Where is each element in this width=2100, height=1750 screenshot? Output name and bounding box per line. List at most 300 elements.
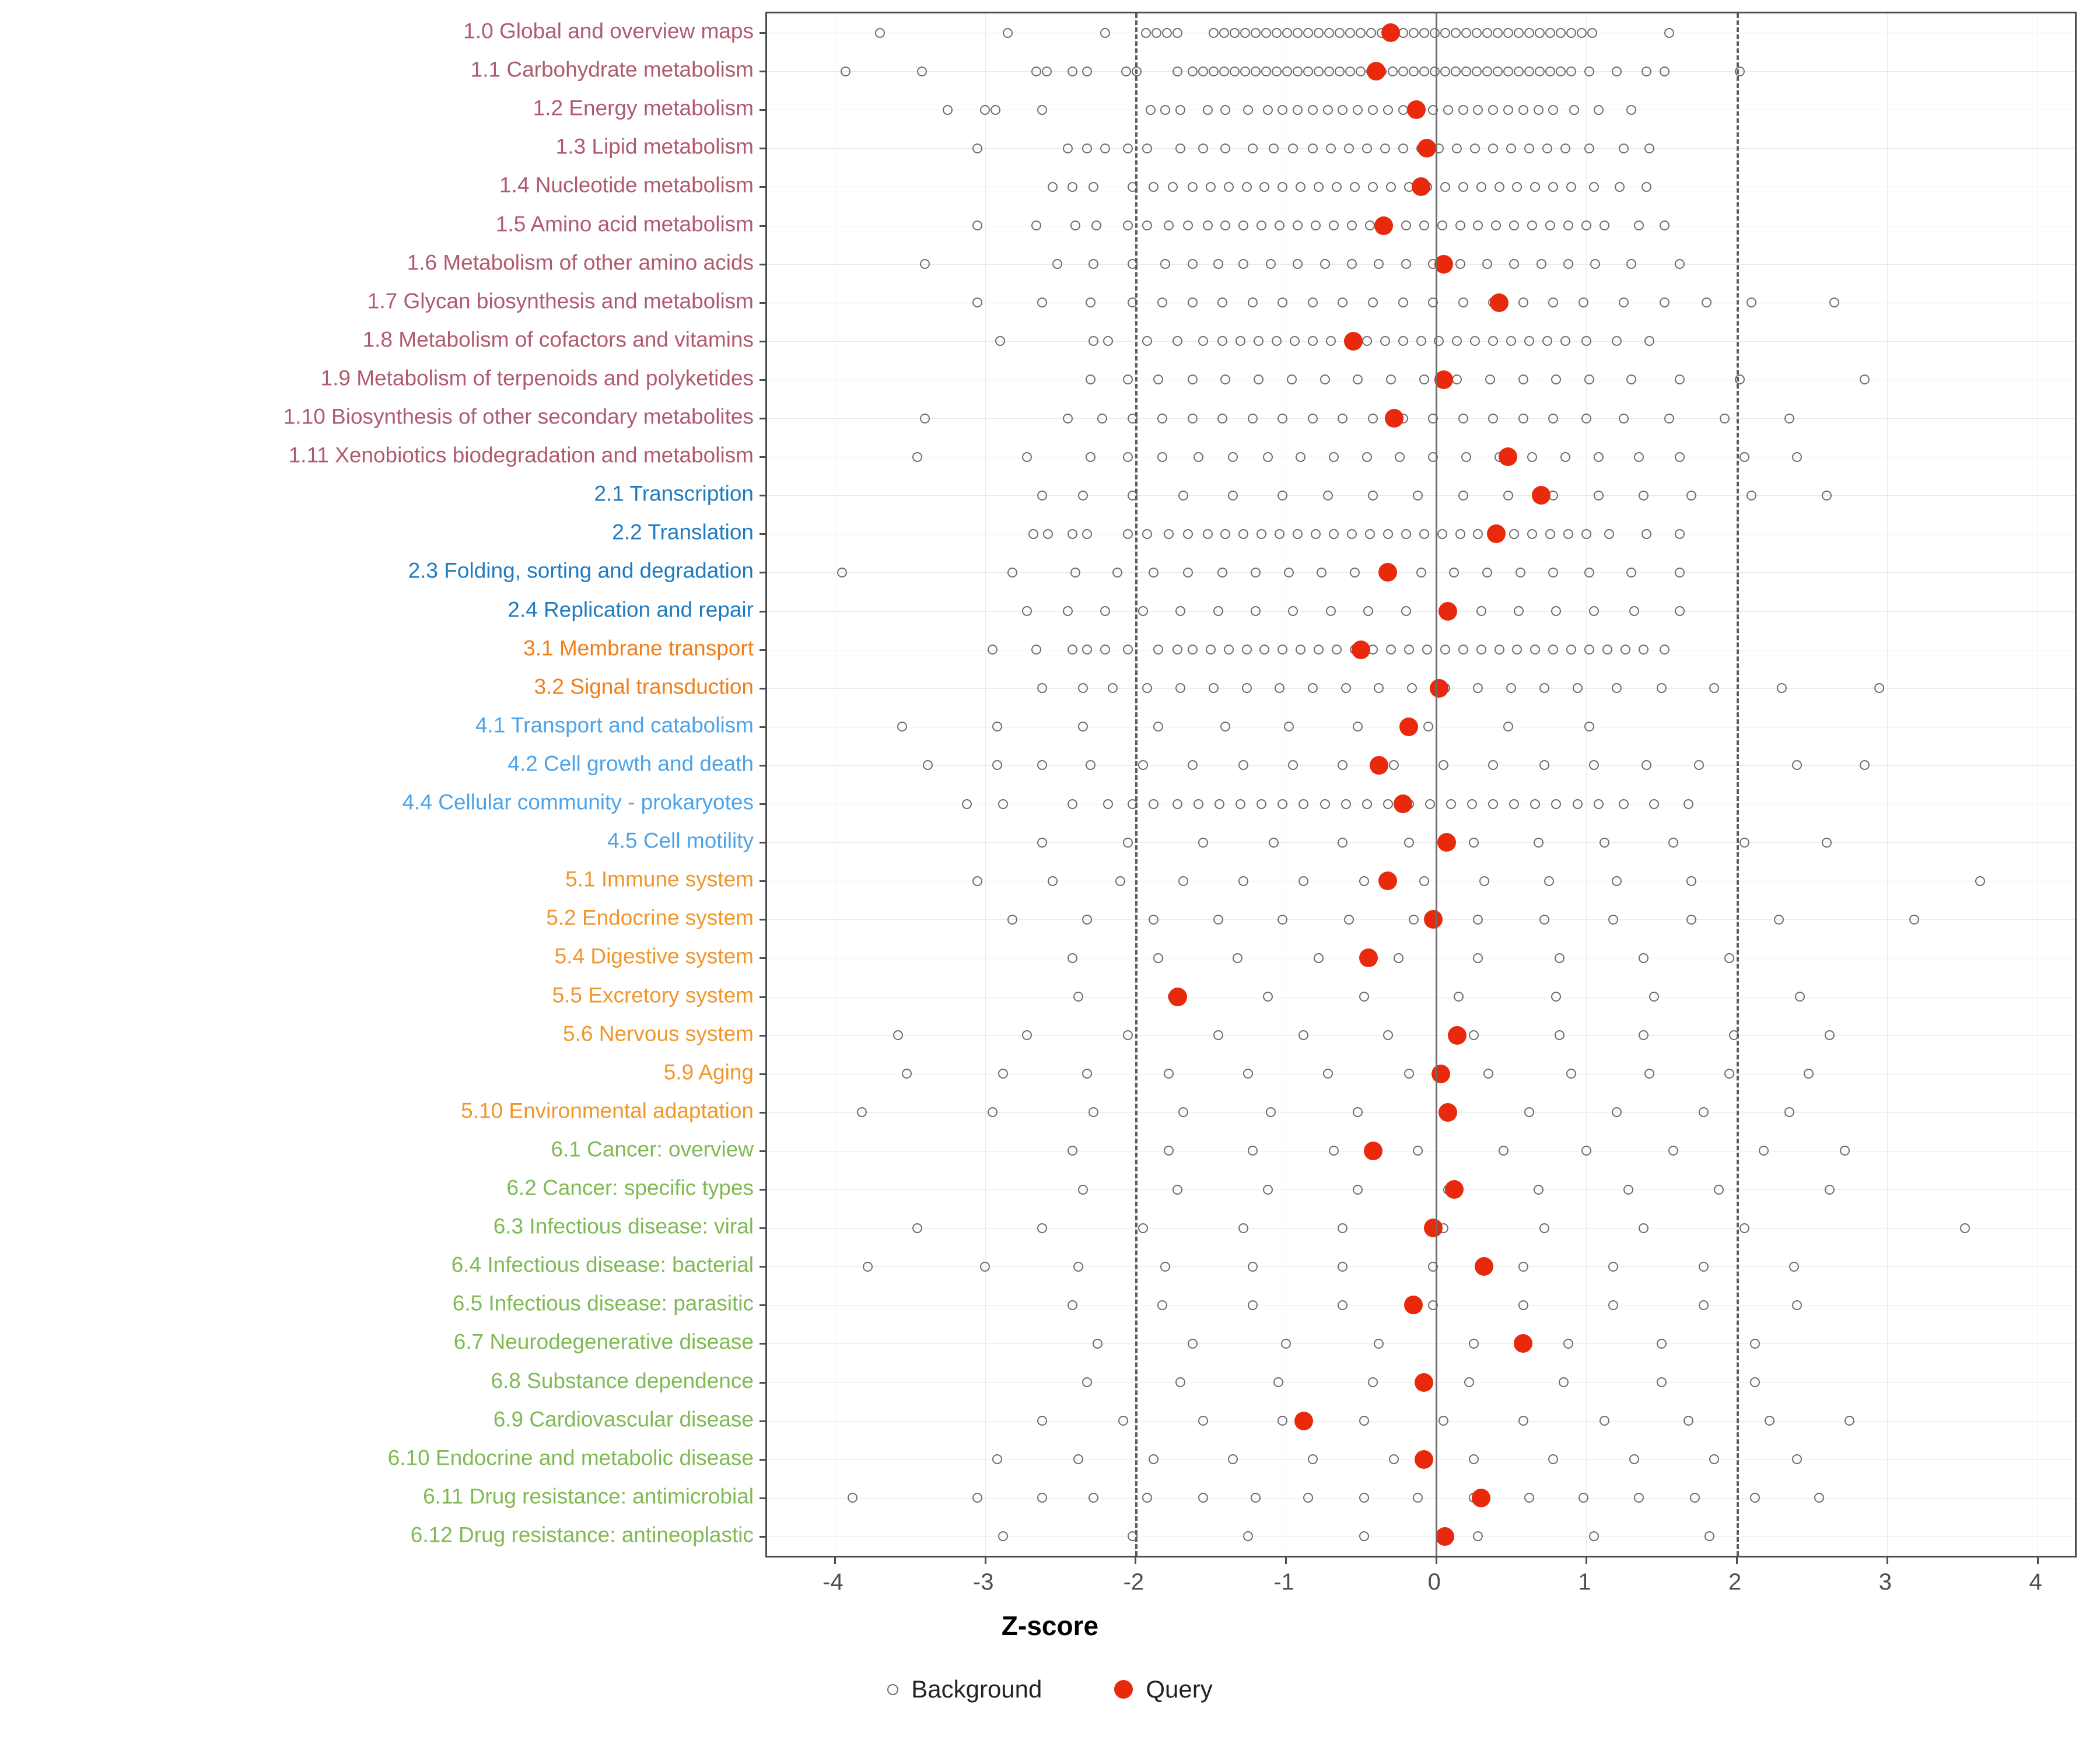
background-point xyxy=(1172,66,1182,76)
background-point xyxy=(1619,144,1629,153)
background-point xyxy=(1063,414,1073,424)
row-gridline xyxy=(767,264,2075,265)
query-point xyxy=(1367,62,1385,80)
background-point xyxy=(1530,182,1540,192)
query-point xyxy=(1424,910,1443,929)
background-point xyxy=(1425,799,1435,809)
background-point xyxy=(1338,298,1348,307)
y-axis-tick xyxy=(760,1073,767,1075)
background-point xyxy=(1694,760,1704,770)
query-point xyxy=(1370,756,1388,775)
y-axis-category-label: 1.7 Glycan biosynthesis and metabolism xyxy=(367,289,754,313)
background-point xyxy=(920,259,930,269)
background-point xyxy=(1220,220,1230,230)
background-point xyxy=(1238,876,1248,886)
background-point xyxy=(1639,1030,1648,1040)
background-point xyxy=(1146,105,1156,115)
y-axis-category-label: 5.9 Aging xyxy=(663,1060,754,1084)
background-point xyxy=(1401,220,1411,230)
background-point xyxy=(1642,66,1651,76)
y-axis-tick xyxy=(760,649,767,651)
background-point xyxy=(1536,259,1546,269)
background-point xyxy=(1298,1030,1308,1040)
background-point xyxy=(1724,953,1734,963)
background-point xyxy=(1560,452,1570,462)
background-point xyxy=(1073,1454,1083,1464)
background-point xyxy=(1037,491,1047,501)
query-point xyxy=(1412,177,1430,196)
background-point xyxy=(1365,220,1375,230)
background-point xyxy=(1455,529,1465,539)
background-point xyxy=(1684,1416,1693,1426)
background-point xyxy=(1686,876,1696,886)
background-point xyxy=(1975,876,1985,886)
x-axis-tick xyxy=(985,1556,986,1564)
y-axis-category-label: 5.10 Environmental adaptation xyxy=(461,1098,754,1123)
background-point xyxy=(1555,953,1564,963)
background-point xyxy=(1288,606,1298,616)
query-marker-icon xyxy=(1114,1680,1133,1699)
y-axis-category-label: 6.7 Neurodegenerative disease xyxy=(453,1329,754,1354)
background-point xyxy=(1175,144,1185,153)
background-point xyxy=(1649,799,1659,809)
background-point xyxy=(1551,606,1561,616)
background-point xyxy=(1527,220,1537,230)
y-axis-tick xyxy=(760,264,767,265)
background-point xyxy=(1451,28,1461,38)
row-gridline xyxy=(767,1035,2075,1036)
background-point xyxy=(1548,414,1558,424)
x-axis-tick-label: -3 xyxy=(972,1569,994,1595)
background-point xyxy=(1518,414,1528,424)
background-point xyxy=(1164,529,1174,539)
background-point xyxy=(1608,915,1618,925)
background-point xyxy=(1825,1185,1835,1195)
background-point xyxy=(1440,28,1450,38)
chart-legend xyxy=(0,1675,2100,1703)
background-point xyxy=(1269,838,1279,848)
background-point xyxy=(1329,529,1339,539)
y-axis-tick xyxy=(760,109,767,111)
background-point xyxy=(1157,414,1167,424)
background-point xyxy=(1248,298,1258,307)
background-point xyxy=(875,28,885,38)
background-point xyxy=(1338,838,1348,848)
background-point xyxy=(1675,374,1685,384)
background-point xyxy=(1675,452,1685,462)
background-point xyxy=(1629,1454,1639,1464)
background-point xyxy=(837,568,847,578)
background-point xyxy=(1251,568,1261,578)
background-point xyxy=(1240,28,1250,38)
background-point xyxy=(1512,182,1522,192)
background-point xyxy=(1082,645,1092,654)
background-point xyxy=(1142,144,1152,153)
background-point xyxy=(1188,298,1198,307)
background-point xyxy=(1473,683,1483,693)
background-point xyxy=(1338,760,1348,770)
background-point xyxy=(1188,259,1198,269)
y-axis-tick xyxy=(760,1112,767,1114)
background-point xyxy=(1386,182,1396,192)
background-point xyxy=(962,799,972,809)
background-point xyxy=(1251,1493,1261,1503)
background-point xyxy=(1323,491,1333,501)
background-point xyxy=(1275,529,1284,539)
background-point xyxy=(1149,568,1158,578)
background-point xyxy=(1263,1185,1273,1195)
background-point xyxy=(1398,66,1408,76)
background-point xyxy=(1587,28,1597,38)
background-point xyxy=(1452,144,1462,153)
background-point xyxy=(1320,374,1330,384)
background-point xyxy=(1022,1030,1032,1040)
background-point xyxy=(1347,529,1357,539)
background-point xyxy=(1088,336,1098,346)
background-point xyxy=(1493,66,1503,76)
background-point xyxy=(1290,336,1300,346)
background-point xyxy=(1031,66,1041,76)
background-point xyxy=(1086,298,1096,307)
x-gridline xyxy=(1887,13,1888,1556)
background-point xyxy=(1329,452,1339,462)
background-point xyxy=(1022,606,1032,616)
background-point xyxy=(1795,992,1805,1002)
background-point xyxy=(1048,876,1058,886)
background-point xyxy=(1088,259,1098,269)
background-point xyxy=(1612,66,1622,76)
background-point xyxy=(1175,606,1185,616)
background-point xyxy=(1675,606,1685,616)
background-point xyxy=(1626,568,1636,578)
background-point xyxy=(1188,374,1198,384)
y-axis-category-label: 2.1 Transcription xyxy=(594,481,754,506)
background-point xyxy=(1359,1531,1369,1541)
background-point xyxy=(1657,683,1667,693)
y-axis-tick xyxy=(760,186,767,188)
background-point xyxy=(1573,683,1583,693)
x-axis-tick xyxy=(1736,1556,1738,1564)
legend-item-background xyxy=(887,1675,1042,1703)
background-point xyxy=(1308,414,1318,424)
background-point xyxy=(1563,529,1573,539)
background-point xyxy=(1123,144,1133,153)
y-axis-category-label: 1.4 Nucleotide metabolism xyxy=(499,173,754,197)
y-axis-category-label: 6.10 Endocrine and metabolic disease xyxy=(387,1446,754,1470)
threshold-reference-line xyxy=(1135,13,1138,1556)
background-point xyxy=(1183,568,1193,578)
background-point xyxy=(893,1030,903,1040)
background-point xyxy=(1860,374,1870,384)
background-point xyxy=(1668,1146,1678,1156)
background-point xyxy=(1524,1493,1534,1503)
y-axis-tick xyxy=(760,611,767,612)
background-point xyxy=(1600,1416,1609,1426)
background-point xyxy=(1660,298,1670,307)
background-point xyxy=(1668,838,1678,848)
background-point xyxy=(1350,182,1360,192)
y-axis-tick xyxy=(760,919,767,921)
background-point xyxy=(1238,529,1248,539)
background-point xyxy=(1164,220,1174,230)
background-point xyxy=(1440,66,1450,76)
background-point xyxy=(912,452,922,462)
background-point xyxy=(1256,529,1266,539)
background-point xyxy=(1639,645,1648,654)
background-point xyxy=(1224,645,1234,654)
background-point xyxy=(1413,1146,1423,1156)
background-point xyxy=(1263,992,1273,1002)
background-point xyxy=(1042,66,1052,76)
background-point xyxy=(1263,452,1273,462)
background-point xyxy=(1789,1262,1799,1272)
background-point xyxy=(1589,182,1599,192)
background-point xyxy=(1123,529,1133,539)
background-point xyxy=(1589,760,1599,770)
x-axis-tick xyxy=(834,1556,836,1564)
background-point xyxy=(1714,1185,1724,1195)
background-point xyxy=(1440,645,1450,654)
background-point xyxy=(1619,298,1629,307)
background-point xyxy=(1524,1107,1534,1117)
background-point xyxy=(1100,144,1110,153)
background-point xyxy=(1503,491,1513,501)
background-point xyxy=(1248,1300,1258,1310)
background-point xyxy=(1073,992,1083,1002)
background-point xyxy=(1573,799,1583,809)
background-point xyxy=(998,799,1008,809)
background-point xyxy=(1293,529,1303,539)
background-point xyxy=(1430,66,1440,76)
background-point xyxy=(1188,182,1198,192)
background-point xyxy=(1584,645,1594,654)
background-point xyxy=(1281,1339,1291,1349)
background-point xyxy=(972,298,982,307)
legend-label-background: Background xyxy=(911,1675,1042,1703)
background-point xyxy=(1213,1030,1223,1040)
background-point xyxy=(1238,1223,1248,1233)
background-point xyxy=(1228,1454,1238,1464)
y-axis-tick xyxy=(760,726,767,728)
background-point xyxy=(1469,1339,1479,1349)
y-axis-category-label: 6.2 Cancer: specific types xyxy=(506,1175,754,1200)
y-axis-category-label: 1.0 Global and overview maps xyxy=(463,19,754,43)
background-point xyxy=(1037,1416,1047,1426)
background-point xyxy=(1534,105,1544,115)
background-point xyxy=(1368,298,1378,307)
background-point xyxy=(1380,144,1390,153)
background-point xyxy=(1724,1069,1734,1079)
background-point xyxy=(1108,683,1118,693)
x-axis-tick xyxy=(1135,1556,1136,1564)
background-point xyxy=(1298,799,1308,809)
background-point xyxy=(1338,1300,1348,1310)
background-point xyxy=(1123,374,1133,384)
background-point xyxy=(1746,491,1756,501)
background-point xyxy=(1644,144,1654,153)
y-axis-category-label: 3.2 Signal transduction xyxy=(534,674,754,699)
background-point xyxy=(1353,1185,1363,1195)
background-point xyxy=(1082,915,1092,925)
background-point xyxy=(1359,1416,1369,1426)
background-point xyxy=(1383,799,1393,809)
background-point xyxy=(1198,66,1208,76)
background-point xyxy=(1256,799,1266,809)
background-point xyxy=(1530,799,1540,809)
background-point xyxy=(923,760,933,770)
background-point xyxy=(1374,683,1384,693)
background-point xyxy=(1534,838,1544,848)
background-point xyxy=(1664,28,1674,38)
x-axis-tick xyxy=(1887,1556,1888,1564)
background-point xyxy=(1037,1493,1047,1503)
background-point xyxy=(1198,1493,1208,1503)
background-point xyxy=(1288,144,1298,153)
background-point xyxy=(1335,28,1345,38)
background-point xyxy=(1172,28,1182,38)
background-point xyxy=(1675,259,1685,269)
background-point xyxy=(1750,1493,1760,1503)
background-point xyxy=(1566,182,1576,192)
background-point xyxy=(1822,491,1832,501)
background-point xyxy=(1386,645,1396,654)
y-axis-category-label: 4.5 Cell motility xyxy=(607,828,754,853)
query-point xyxy=(1437,833,1456,852)
x-axis-tick xyxy=(1436,1556,1437,1564)
background-point xyxy=(1261,28,1271,38)
y-axis-category-label: 1.11 Xenobiotics biodegradation and metabolism xyxy=(288,443,754,467)
background-point xyxy=(1619,414,1629,424)
background-point xyxy=(1068,645,1077,654)
background-point xyxy=(1097,414,1107,424)
background-point xyxy=(1254,336,1264,346)
background-point xyxy=(1259,645,1269,654)
background-point xyxy=(1183,220,1193,230)
background-point xyxy=(1082,144,1092,153)
background-point xyxy=(1503,722,1513,732)
background-point xyxy=(1503,66,1513,76)
background-point xyxy=(1563,1339,1573,1349)
background-point xyxy=(1088,1493,1098,1503)
background-point xyxy=(1203,529,1213,539)
background-point xyxy=(1022,452,1032,462)
background-point xyxy=(1266,259,1276,269)
background-point xyxy=(1149,1454,1158,1464)
background-point xyxy=(1473,1531,1483,1541)
background-point xyxy=(1103,799,1113,809)
y-axis-category-label: 1.3 Lipid metabolism xyxy=(555,134,754,159)
background-point xyxy=(1314,645,1324,654)
background-point xyxy=(1317,568,1326,578)
background-point xyxy=(1514,28,1524,38)
background-point xyxy=(1293,220,1303,230)
background-point xyxy=(1353,722,1363,732)
background-point xyxy=(1860,760,1870,770)
y-axis-category-label: 5.4 Digestive system xyxy=(554,944,754,968)
background-point xyxy=(1584,66,1594,76)
background-point xyxy=(1527,529,1537,539)
background-point xyxy=(1612,1107,1622,1117)
query-point xyxy=(1424,1219,1443,1237)
query-point xyxy=(1404,1296,1423,1314)
background-point xyxy=(1353,105,1363,115)
background-point xyxy=(1344,144,1354,153)
background-point xyxy=(1563,259,1573,269)
background-point xyxy=(1626,105,1636,115)
y-axis-category-label: 6.3 Infectious disease: viral xyxy=(493,1214,754,1238)
background-point xyxy=(1422,645,1432,654)
background-point xyxy=(1619,799,1629,809)
background-point xyxy=(1750,1339,1760,1349)
background-point xyxy=(1792,760,1802,770)
background-point xyxy=(1499,1146,1508,1156)
background-point xyxy=(1479,876,1489,886)
background-point xyxy=(1419,28,1429,38)
background-point xyxy=(1535,28,1545,38)
background-point xyxy=(1556,66,1566,76)
background-point xyxy=(1804,1069,1814,1079)
background-point xyxy=(1416,568,1426,578)
background-point xyxy=(1037,1223,1047,1233)
y-axis-tick xyxy=(760,1304,767,1306)
background-point xyxy=(1516,568,1525,578)
background-point xyxy=(1548,182,1558,192)
background-point xyxy=(1514,606,1524,616)
y-axis-category-label: 4.2 Cell growth and death xyxy=(508,751,754,776)
background-point xyxy=(1359,992,1369,1002)
x-axis-tick-label: 1 xyxy=(1578,1569,1591,1595)
background-point xyxy=(1488,336,1498,346)
background-point xyxy=(1121,66,1131,76)
background-point xyxy=(1037,105,1047,115)
background-point xyxy=(1544,876,1554,886)
background-point xyxy=(1068,1300,1077,1310)
background-point xyxy=(1642,529,1651,539)
background-point xyxy=(1345,66,1355,76)
query-point xyxy=(1385,409,1404,428)
background-point xyxy=(1213,915,1223,925)
query-point xyxy=(1532,486,1550,505)
y-axis-tick xyxy=(760,1497,767,1499)
background-point xyxy=(1157,1300,1167,1310)
background-point xyxy=(1612,683,1622,693)
background-point xyxy=(1112,568,1122,578)
query-point xyxy=(1407,100,1426,119)
background-point xyxy=(1314,28,1324,38)
background-point xyxy=(1600,838,1609,848)
background-point xyxy=(1704,1531,1714,1541)
background-point xyxy=(1488,144,1498,153)
background-point xyxy=(1482,259,1492,269)
background-point xyxy=(1362,799,1372,809)
background-point xyxy=(1556,28,1566,38)
background-point xyxy=(1476,606,1486,616)
background-point xyxy=(1452,336,1462,346)
background-point xyxy=(1514,66,1524,76)
query-point xyxy=(1394,794,1412,813)
background-point xyxy=(1338,1223,1348,1233)
y-axis-tick xyxy=(760,456,767,458)
query-point xyxy=(1487,524,1506,543)
background-point xyxy=(1152,28,1161,38)
background-point xyxy=(1740,452,1749,462)
y-axis-tick xyxy=(760,765,767,766)
background-point xyxy=(1626,374,1636,384)
query-point xyxy=(1438,602,1457,621)
row-gridline xyxy=(767,1266,2075,1267)
background-point xyxy=(1149,915,1158,925)
background-point xyxy=(1388,66,1398,76)
